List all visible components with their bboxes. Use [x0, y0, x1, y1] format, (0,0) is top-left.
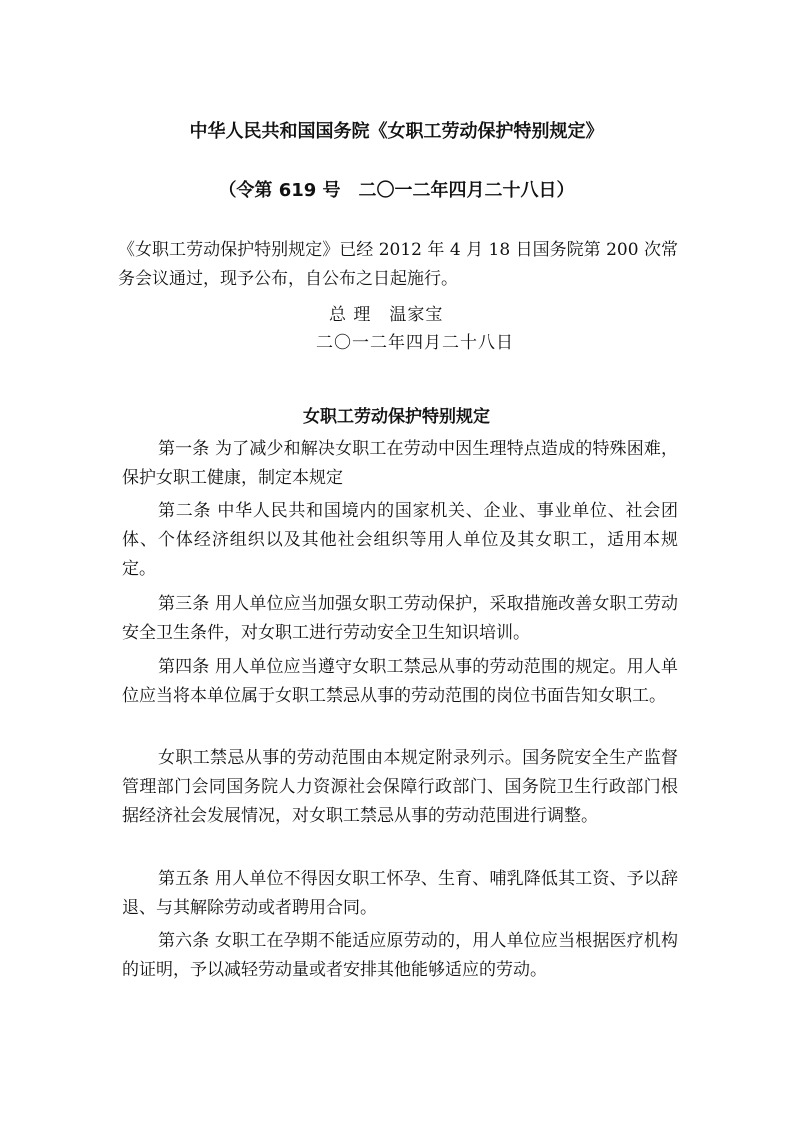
article-4: 第四条 用人单位应当遵守女职工禁忌从事的劳动范围的规定。用人单位应当将本单位属于女职工禁忌从事的劳动范围的岗位书面告知女职工。: [122, 657, 678, 706]
article-3: 第三条 用人单位应当加强女职工劳动保护，采取措施改善女职工劳动安全卫生条件，对女职工进行劳动安全卫生知识培训。: [122, 594, 678, 643]
preface-paragraph: 《女职工劳动保护特别规定》已经 2012 年 4 月 18 日国务院第 200 次常务会议通过，现予公布，自公布之日起施行。: [118, 240, 678, 289]
article-1: 第一条 为了减少和解决女职工在劳动中因生理特点造成的特殊困难，保护女职工健康，制定本规定: [122, 439, 678, 488]
article-2: 第二条 中华人民共和国境内的国家机关、企业、事业单位、社会团体、个体经济组织以及其他社会组织等用人单位及其女职工，适用本规定。: [122, 501, 678, 579]
sign-date: 二〇一二年四月二十八日: [316, 333, 514, 353]
regulation-title: 女职工劳动保护特别规定: [303, 407, 490, 427]
article-5: 第五条 用人单位不得因女职工怀孕、生育、哺乳降低其工资、予以辞退、与其解除劳动或者聘用合同。: [122, 869, 678, 918]
signatory: 总 理 温家宝: [329, 305, 444, 325]
article-4-paragraph-2: 女职工禁忌从事的劳动范围由本规定附录列示。国务院安全生产监督管理部门会同国务院人力资源社会保障行政部门、国务院卫生行政部门根据经济社会发展情况，对女职工禁忌从事的劳动范围进行调整。: [122, 748, 678, 826]
article-6: 第六条 女职工在孕期不能适应原劳动的，用人单位应当根据医疗机构的证明，予以减轻劳动量或者安排其他能够适应的劳动。: [122, 931, 678, 980]
document-title: 中华人民共和国国务院《女职工劳动保护特别规定》: [189, 121, 604, 142]
order-number: （令第 619 号 二〇一二年四月二十八日）: [218, 180, 575, 201]
